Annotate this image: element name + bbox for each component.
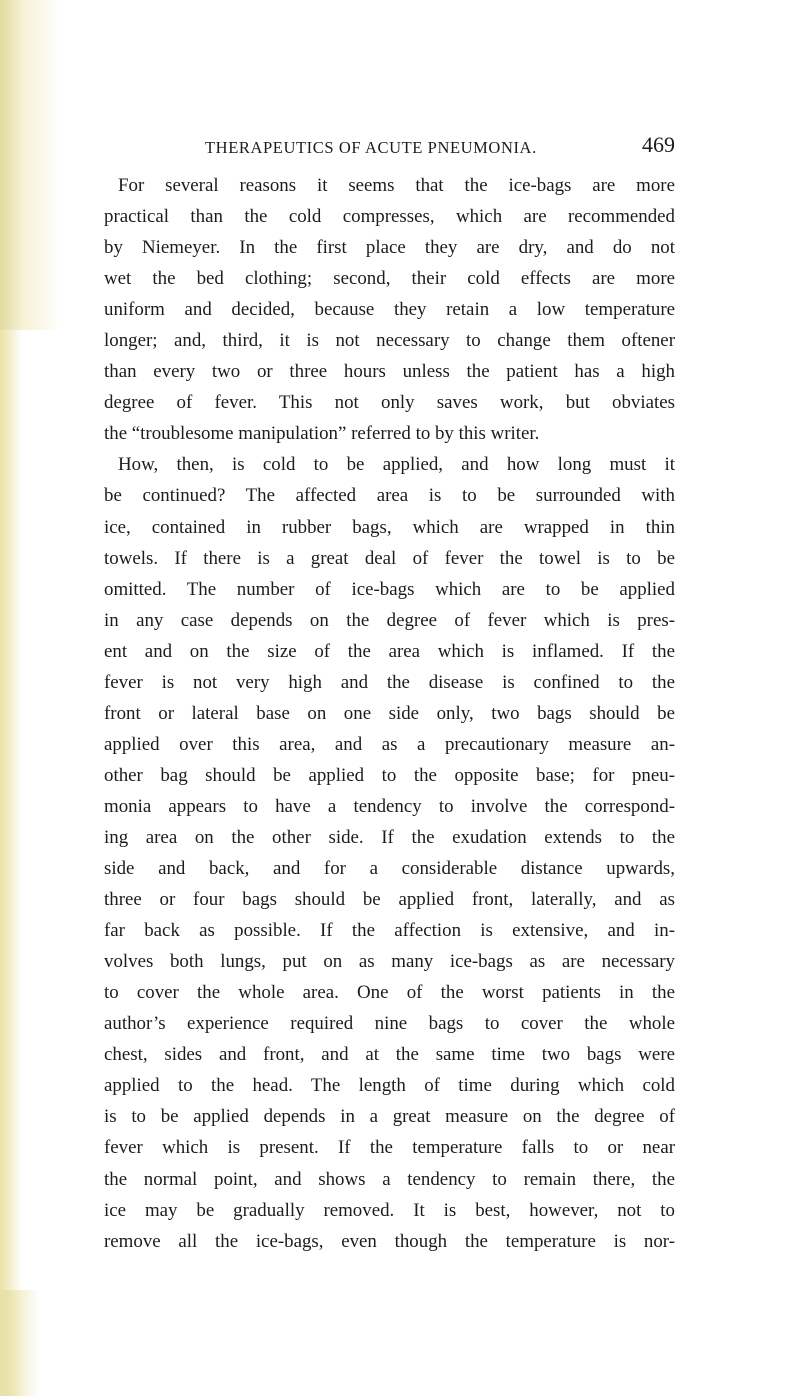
body-text [104,170,675,1257]
text-line: For several reasons it seems that the ice-bags are more [118,175,675,196]
text-line: remove all the ice-bags, even though the temperature is nor- [104,1230,675,1252]
text-line: to cover the whole area. One of the worst patients in the [104,982,675,1004]
text-line: front or lateral base on one side only, two bags should be [104,702,675,724]
text-line: wet the bed clothing; second, their cold effects are more [104,268,675,290]
text-line: omitted. The number of ice-bags which are to be applied [104,578,675,600]
text-line: monia appears to have a tendency to involve the correspond- [104,795,675,817]
page-gutter-shadow-top [0,0,60,330]
text-line: chest, sides and front, and at the same time two bags were [104,1044,675,1066]
text-line: degree of fever. This not only saves work, but obviates [104,392,675,414]
text-line: be continued? The affected area is to be surrounded with [104,485,675,507]
text-line: ice may be gradually removed. It is best, however, not to [104,1199,675,1221]
text-line: three or four bags should be applied front, laterally, and as [104,889,675,911]
text-line: uniform and decided, because they retain a low temperature [104,299,675,321]
text-line: ent and on the size of the area which is inflamed. If the [104,640,675,662]
text-line: towels. If there is a great deal of fever the towel is to be [104,547,675,569]
text-line: side and back, and for a considerable distance upwards, [104,858,675,880]
text-line: fever is not very high and the disease is confined to the [104,671,675,693]
text-line: fever which is present. If the temperature falls to or near [104,1137,675,1159]
page-number: 469 [642,132,675,157]
text-line: far back as possible. If the affection is extensive, and in- [104,920,675,942]
text-line: in any case depends on the degree of fever which is pres- [104,609,675,631]
text-line: by Niemeyer. In the first place they are dry, and do not [104,237,675,259]
text-line: How, then, is cold to be applied, and how long must it [118,454,675,476]
page-gutter-shadow-bottom [0,1290,40,1396]
running-head [205,132,675,162]
text-line: the normal point, and shows a tendency to remain there, the [104,1168,675,1190]
running-title: THERAPEUTICS OF ACUTE PNEUMONIA. [205,138,537,157]
text-line: applied to the head. The length of time during which cold [104,1075,675,1097]
text-line: ice, contained in rubber bags, which are wrapped in thin [104,516,675,538]
text-line: longer; and, third, it is not necessary to change them oftener [104,330,675,352]
text-line: applied over this area, and as a precautionary measure an- [104,733,675,755]
text-line: volves both lungs, put on as many ice-bags as are necessary [104,951,675,973]
text-line: ing area on the other side. If the exudation extends to the [104,826,675,848]
text-line: author’s experience required nine bags to cover the whole [104,1013,675,1035]
text-line: than every two or three hours unless the patient has a high [104,361,675,383]
text-line: other bag should be applied to the opposite base; for pneu- [104,764,675,786]
text-line: the “troublesome manipulation” referred to by this writer. [104,423,540,445]
text-line: is to be applied depends in a great measure on the degree of [104,1106,675,1128]
text-line: practical than the cold compresses, which are recommended [104,206,675,228]
